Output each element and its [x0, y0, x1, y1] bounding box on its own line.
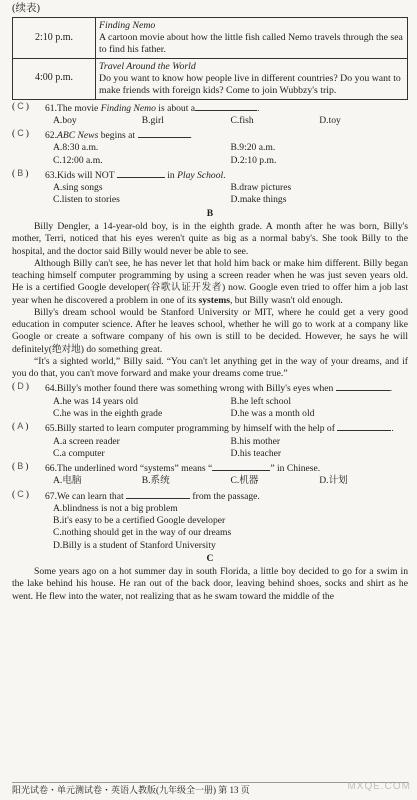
schedule-description — [96, 18, 408, 59]
continued-label: (续表) — [12, 3, 40, 14]
question-stem: The underlined word “systems” means “ — [57, 463, 213, 475]
schedule-description — [96, 58, 408, 99]
question-tail: . — [189, 130, 192, 142]
answer-bracket: ( B ) — [12, 461, 29, 473]
option: C.fish — [230, 114, 254, 126]
question — [12, 101, 408, 128]
option: D.toy — [319, 114, 341, 126]
question-stem: The movie — [57, 102, 101, 114]
schedule-table — [12, 17, 408, 100]
question-tail: from the passage. — [190, 490, 260, 502]
program-text: A cartoon movie about how the little fish called Nemo travels through the sea to find his father. — [99, 31, 403, 55]
question-tail: . — [391, 423, 394, 435]
question — [12, 128, 408, 167]
option: A.blindness is not a big problem — [53, 502, 178, 514]
option: D.2:10 p.m. — [230, 154, 277, 166]
underlined-keyword: systems — [198, 294, 230, 306]
option: A.boy — [53, 114, 77, 126]
answer-bracket: ( A ) — [12, 421, 29, 433]
option: B.girl — [141, 114, 164, 126]
answer-blank — [195, 101, 257, 111]
question-stem: Billy started to learn computer programming by himself with the help of — [57, 423, 335, 435]
option: C.12:00 a.m. — [53, 154, 103, 166]
option: D.he was a month old — [230, 408, 315, 419]
option: D.Billy is a student of Stanford University — [53, 539, 216, 551]
question-number: 64. — [45, 383, 57, 395]
answer-bracket: ( B ) — [12, 167, 29, 179]
question-tail: . — [257, 102, 260, 114]
options — [45, 182, 408, 207]
passage-paragraph: Some years ago on a hot summer day in south Florida, a little boy decided to go for a swim in the lake behind his house. He ran out of the back door, leaving behind shoes, socks and shirt as he went. He flew into the water, not realizing that as he swam toward the middle of the — [12, 566, 408, 602]
question-stem: Billy's mother found there was something wrong with Billy's eyes when — [57, 383, 334, 395]
option: C.a computer — [53, 447, 105, 459]
answer-letter: C — [17, 100, 24, 111]
question-tail: in — [164, 169, 178, 181]
answer-letter: C — [17, 128, 24, 139]
option: C.he was in the eighth grade — [53, 408, 163, 419]
answer-blank — [138, 128, 190, 138]
page-footer: 阳光试卷・单元测试卷・英语人教版(九年级全一册) 第 13 页 — [12, 782, 408, 797]
question-number: 66. — [45, 463, 57, 475]
exam-page — [12, 2, 408, 603]
option: C.listen to stories — [53, 194, 120, 206]
option: B.his mother — [230, 435, 281, 447]
program-text: Do you want to know how people live in different countries? Do you want to make friends with foreign kids? Come to join Wubbzy's trip. — [99, 72, 401, 96]
paragraph-text: , but Billy wasn't old enough. — [229, 294, 343, 306]
section-label: C — [206, 552, 214, 564]
answer-blank — [126, 489, 190, 499]
question — [12, 489, 408, 552]
answer-bracket: ( C ) — [12, 100, 29, 112]
answer-bracket: ( C ) — [12, 488, 29, 500]
question-stem: We can learn that — [57, 490, 124, 502]
answer-blank — [117, 168, 165, 178]
program-title: Travel Around the World — [99, 60, 196, 72]
question-number: 62. — [45, 130, 57, 142]
options — [45, 503, 408, 552]
section-label: B — [206, 207, 214, 219]
question-tail: . — [223, 169, 226, 181]
option: B.he left school — [230, 395, 291, 407]
schedule-row — [13, 58, 408, 99]
question-number: 61. — [45, 102, 57, 114]
option: D.his teacher — [230, 447, 282, 459]
question-emphasis: ABC News — [57, 130, 99, 142]
paragraph-text: Although Billy can't see, he has never let that hold him back or make him different. Billy began teaching himself computer programming by using a screen reader when he was just seven years old. He is a certified Google developer(谷歌认证开发者) now. Google even tried to offer him a job last year when he discovered a problem in one of its — [12, 257, 408, 306]
question — [12, 421, 408, 460]
answer-blank — [336, 381, 390, 391]
question-stem: is about a — [155, 102, 196, 114]
passage-paragraph: Billy's dream school would be Stanford University or MIT, where he could get a very good education in computer science. After he leaves school, whether he will go to work at a company like Google or create a software company of his own is still to be decided. However, he says he will definitely(绝对地) do something great. — [12, 306, 408, 355]
program-title: Finding Nemo — [99, 20, 156, 31]
answer-blank — [337, 421, 391, 431]
option: A.he was 14 years old — [53, 395, 138, 407]
question — [12, 461, 408, 488]
answer-letter: B — [17, 167, 24, 178]
option: D.计划 — [319, 475, 348, 487]
answer-letter: B — [17, 461, 24, 472]
option: A.8:30 a.m. — [53, 142, 99, 154]
answer-letter: D — [17, 381, 24, 392]
schedule-time: 2:10 p.m. — [13, 18, 96, 59]
options — [45, 142, 408, 167]
option: A.电脑 — [53, 475, 82, 487]
option: B.9:20 a.m. — [230, 142, 276, 154]
option: B.系统 — [141, 475, 170, 487]
watermark: MXQE.COM — [347, 781, 411, 793]
options — [45, 115, 408, 127]
answer-blank — [212, 461, 270, 471]
question-stem: begins at — [98, 130, 136, 142]
options — [45, 396, 408, 421]
answer-bracket: ( C ) — [12, 128, 29, 140]
option: B.draw pictures — [230, 182, 292, 194]
option: A.sing songs — [53, 182, 103, 194]
option: D.make things — [230, 194, 287, 206]
option: C.nothing should get in the way of our dreams — [53, 527, 232, 539]
question — [12, 168, 408, 207]
schedule-time: 4:00 p.m. — [13, 58, 96, 99]
passage-paragraph: “It's a sighted world,” Billy said. “You can't let anything get in the way of your dreams, and if you do that, you can't move forward and make your dreams come true.” — [12, 355, 408, 380]
option: C.机器 — [230, 475, 259, 487]
answer-letter: C — [17, 488, 24, 499]
question-stem: Kids will NOT — [57, 169, 117, 181]
question-emphasis: Play School — [177, 169, 224, 181]
question — [12, 381, 408, 420]
options — [45, 436, 408, 461]
question-number: 63. — [45, 169, 57, 181]
option: A.a screen reader — [53, 435, 120, 447]
question-number: 65. — [45, 423, 57, 435]
answer-bracket: ( D ) — [12, 381, 29, 393]
options — [45, 475, 408, 487]
question-number: 67. — [45, 490, 57, 502]
question-tail: ” in Chinese. — [270, 463, 321, 475]
passage-paragraph: Billy Dengler, a 14-year-old boy, is in the eighth grade. A month after he was born, Billy's mother, Terri, noticed that his eyes weren't quite as big as a normal baby's. She took Billy to the hospital, and the doctor said Billy would never be able to see. — [12, 221, 408, 257]
schedule-row — [13, 18, 408, 59]
question-tail: . — [389, 383, 393, 395]
answer-letter: A — [17, 421, 24, 432]
option: B.it's easy to be a certified Google developer — [53, 515, 226, 527]
passage-paragraph — [12, 258, 408, 307]
question-emphasis: Finding Nemo — [100, 102, 156, 114]
